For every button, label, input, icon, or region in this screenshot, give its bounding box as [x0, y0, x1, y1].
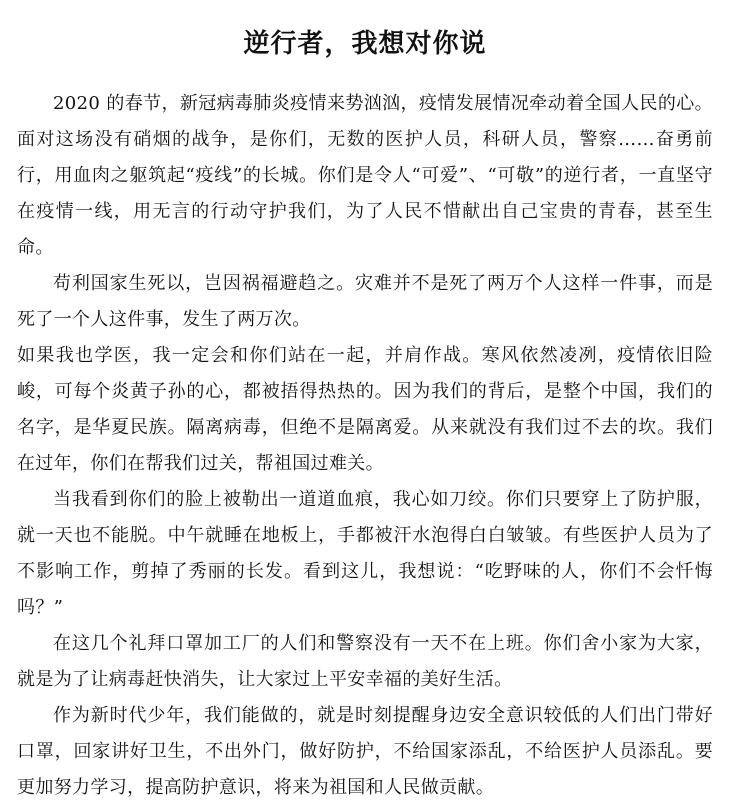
- paragraph-4: 当我看到你们的脸上被勒出一道道血痕，我心如刀绞。你们只要穿上了防护服，就一天也不能脱。中午就睡在地板上，手都被汗水泡得白白皱皱。有些医护人员为了不影响工作，剪掉了秀丽的长发。看到这儿，我想说：“吃野味的人，你们不会忏悔吗？”: [17, 489, 713, 618]
- paragraph-2: 苟利国家生死以，岂因祸福避趋之。灾难并不是死了两万个人这样一件事，而是死了一个人这件事，发生了两万次。: [17, 273, 713, 330]
- paragraph-3: 如果我也学医，我一定会和你们站在一起，并肩作战。寒风依然凌冽，疫情依旧险峻，可每个炎黄子孙的心，都被捂得热热的。因为我们的背后，是整个中国，我们的名字，是华夏民族。隔离病毒，但绝不是隔离爱。从来就没有我们过不去的坎。我们在过年，你们在帮我们过关，帮祖国过难关。: [17, 345, 713, 474]
- essay-body: [17, 86, 713, 806]
- paragraph-5: 在这几个礼拜口罩加工厂的人们和警察没有一天不在上班。你们舍小家为大家，就是为了让病毒赶快消失，让大家过上平安幸福的美好生活。: [17, 633, 713, 690]
- paragraph-6: 作为新时代少年，我们能做的，就是时刻提醒身边安全意识较低的人们出门带好口罩，回家讲好卫生，不出外门，做好防护，不给国家添乱，不给医护人员添乱。要更加努力学习，提高防护意识，将来为祖国和人民做贡献。: [17, 705, 713, 798]
- page-title: 逆行者，我想对你说: [243, 29, 487, 59]
- paragraph-1: 2020 的春节，新冠病毒肺炎疫情来势汹汹，疫情发展情况牵动着全国人民的心。面对这场没有硝烟的战争，是你们，无数的医护人员，科研人员，警察……奋勇前行，用血肉之躯筑起“疫线”的长城。你们是令人“可爱”、“可敬”的逆行者，一直坚守在疫情一线，用无言的行动守护我们，为了人民不惜献出自己宝贵的青春，甚至生命。: [17, 93, 713, 258]
